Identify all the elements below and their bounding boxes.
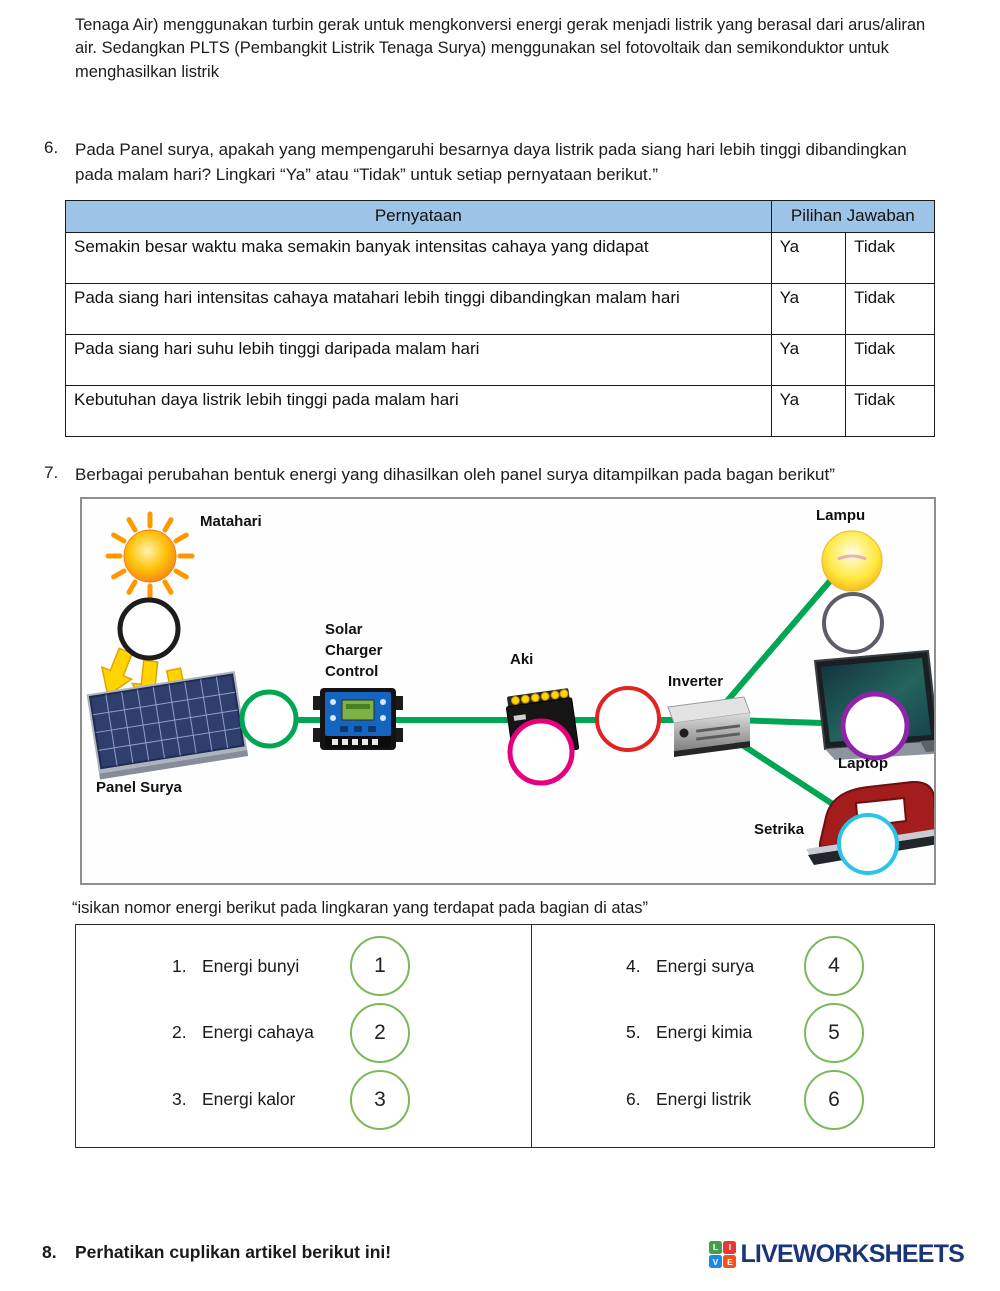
statement-cell: Pada siang hari intensitas cahaya matahari lebih tinggi dibandingkan malam hari <box>66 283 772 334</box>
table-row <box>66 283 935 334</box>
answer-circle-on-battery[interactable] <box>510 721 572 783</box>
energy-flow-diagram <box>80 497 936 885</box>
question7-number: 7. <box>44 463 59 482</box>
logo-block-v: V <box>709 1255 722 1268</box>
inverter-icon <box>668 697 750 757</box>
liveworksheets-logo[interactable] <box>709 1240 964 1269</box>
ya-option[interactable]: Ya <box>771 283 845 334</box>
tidak-option[interactable]: Tidak <box>846 334 935 385</box>
label-laptop: Laptop <box>838 755 888 772</box>
table-header-row <box>66 201 935 233</box>
footer-row <box>0 1240 1000 1286</box>
ya-option[interactable]: Ya <box>771 232 845 283</box>
list-item <box>532 1003 934 1063</box>
label-setrika: Setrika <box>754 821 805 838</box>
energy-options-right-column <box>532 925 934 1147</box>
diagram-graphics <box>82 499 934 883</box>
label-solar-charger-control: Solar Charger Control <box>325 621 383 680</box>
item-label: Energi kimia <box>656 1022 753 1043</box>
list-item <box>76 1070 531 1130</box>
question6-text: Pada Panel surya, apakah yang mempengaruhi besarnya daya listrik pada siang hari lebih tinggi dibandingkan pada malam hari? Lingkari “Ya” atau “Tidak” untuk setiap pernyataan berikut.” <box>75 140 907 184</box>
solar-charger-control-icon <box>313 688 403 750</box>
statement-cell: Pada siang hari suhu lebih tinggi daripada malam hari <box>66 334 772 385</box>
tidak-option[interactable]: Tidak <box>846 283 935 334</box>
label-aki: Aki <box>510 651 534 668</box>
item-label: Energi kalor <box>202 1089 296 1110</box>
table-row <box>66 232 935 283</box>
fill-instruction: “isikan nomor energi berikut pada lingkaran yang terdapat pada bagian di atas” <box>72 899 649 917</box>
item-label: Energi bunyi <box>202 955 300 976</box>
lamp-icon <box>822 531 882 591</box>
tidak-option[interactable]: Tidak <box>846 232 935 283</box>
answer-circle-battery-to-inverter[interactable] <box>597 688 659 750</box>
item-number: 4. <box>626 955 641 976</box>
number-circle: 1 <box>350 936 410 996</box>
question6-table <box>65 200 935 437</box>
energy-options-box <box>75 924 935 1148</box>
logo-blocks-icon <box>709 1241 737 1269</box>
energy-options-left-column <box>76 925 532 1147</box>
sun-icon <box>108 514 192 598</box>
question6-number: 6. <box>44 138 59 157</box>
ya-option[interactable]: Ya <box>771 334 845 385</box>
logo-block-l: L <box>709 1241 722 1254</box>
intro-paragraph: Tenaga Air) menggunakan turbin gerak untuk mengkonversi energi gerak menjadi listrik yang berasal dari arus/aliran air. Sedangkan PLTS (Pembangkit Listrik Tenaga Surya) menggunakan sel fotovoltaik dan semikonduktor untuk menghasilkan listrik <box>75 16 926 81</box>
item-number: 6. <box>626 1089 641 1110</box>
number-circle: 6 <box>804 1070 864 1130</box>
label-matahari: Matahari <box>200 513 262 530</box>
question7-text: Berbagai perubahan bentuk energi yang dihasilkan oleh panel surya ditampilkan pada bagan berikut” <box>75 465 835 484</box>
answer-circle-below-lamp[interactable] <box>824 594 882 652</box>
logo-wordmark: LIVEWORKSHEETS <box>740 1240 964 1268</box>
table-row <box>66 334 935 385</box>
item-number: 5. <box>626 1022 641 1043</box>
logo-block-e: E <box>723 1255 736 1268</box>
number-circle: 2 <box>350 1003 410 1063</box>
item-number: 3. <box>172 1089 187 1110</box>
list-item <box>76 936 531 996</box>
answer-circle-below-sun[interactable] <box>120 600 178 658</box>
table-row <box>66 385 935 436</box>
list-item <box>532 936 934 996</box>
answer-circle-on-iron[interactable] <box>839 815 897 873</box>
question8-number: 8. <box>42 1242 57 1262</box>
answer-circle-on-laptop[interactable] <box>843 694 907 758</box>
ya-option[interactable]: Ya <box>771 385 845 436</box>
number-circle: 3 <box>350 1070 410 1130</box>
item-label: Energi listrik <box>656 1089 752 1110</box>
question8-text: Perhatikan cuplikan artikel berikut ini! <box>75 1242 392 1262</box>
statement-cell: Kebutuhan daya listrik lebih tinggi pada malam hari <box>66 385 772 436</box>
logo-block-i: I <box>723 1241 736 1254</box>
statement-cell: Semakin besar waktu maka semakin banyak intensitas cahaya yang didapat <box>66 232 772 283</box>
label-panel-surya: Panel Surya <box>96 779 182 796</box>
label-inverter: Inverter <box>668 673 724 690</box>
item-label: Energi cahaya <box>202 1022 314 1043</box>
label-lampu: Lampu <box>816 507 866 524</box>
number-circle: 5 <box>804 1003 864 1063</box>
item-number: 2. <box>172 1022 187 1043</box>
list-item <box>532 1070 934 1130</box>
list-item <box>76 1003 531 1063</box>
header-pernyataan: Pernyataan <box>66 201 772 233</box>
item-number: 1. <box>172 955 187 976</box>
item-label: Energi surya <box>656 955 755 976</box>
tidak-option[interactable]: Tidak <box>846 385 935 436</box>
answer-circle-panel-to-charger[interactable] <box>242 692 296 746</box>
number-circle: 4 <box>804 936 864 996</box>
header-pilihan-jawaban: Pilihan Jawaban <box>771 201 934 233</box>
